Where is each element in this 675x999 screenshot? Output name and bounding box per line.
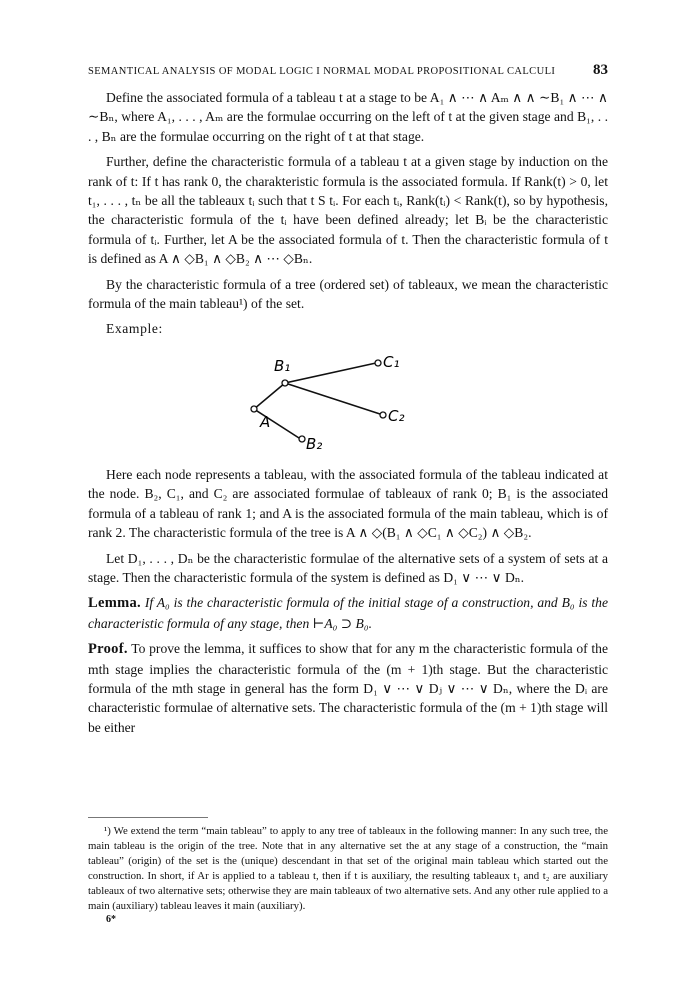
example-label: Example: [106,321,163,337]
footnote-1: ¹) We extend the term “main tableau” to apply to any tree of tableaux in the following manner: In any such tree, the main tableau is the origin of the tree. Note that in any alternative set the at any stage of a construction, the “main tableau” (origin) of the set is the (unique) descendant in that set of the original main tableau which started out the construction. In short, if Ar is applied to a tableau t, then if t is auxiliary, the resulting tableaux t₁ and t₂ are auxiliary tableaux of two alternative sets; otherwise they are main tableaux of two alternative sets. And any other rule applied to a main (auxiliary) tableau leaves it main (auxiliary). [88,825,608,912]
edge-b1-c2 [285,383,380,414]
paragraph-node-explanation: Here each node represents a tableau, with the associated formula of the tableau indicated at the node. B₂, C₁, and C₂ are associated formulae of tableaux of rank 0; B₁ is the associated formula of a tableau of rank 1; and A is the associated formula of the main tableau, which is of rank 2. The characteristic formula of the tree is A ∧ ◇(B₁ ∧ ◇C₁ ∧ ◇C₂) ∧ ◇B₂. [88,466,608,541]
lemma-statement: If A₀ is the characteristic formula of the initial stage of a construction, and B₀ is the characteristic formula of any stage, then ⊢A₀ ⊃ B₀. [88,595,608,631]
tableau-tree-diagram [88,345,608,465]
footnotes [88,824,608,914]
lemma [88,593,608,633]
page-number: 83 [593,62,608,78]
node-c1 [375,360,381,366]
node-b2 [299,436,305,442]
footnote-divider [88,817,208,818]
paragraph-tree-formula: By the characteristic formula of a tree (ordered set) of tableaux, we mean the characteristic formula of the main tableau¹) of the set. [88,276,608,312]
node-b1 [282,380,288,386]
lemma-heading: Lemma. [88,595,141,612]
proof-text: To prove the lemma, it suffices to show that for any m the characteristic formula of the mth stage implies the characteristic formula of the (m + 1)th stage. But the characteristic formula of the mth stage in general has the form D₁ ∨ ⋯ ∨ Dⱼ ∨ ⋯ ∨ Dₙ, where the Dᵢ are characteristic formulae of alternative sets. The characteristic formula of the (m + 1)th stage will be either [88,641,608,735]
node-a [251,406,257,412]
proof-heading: Proof. [88,641,128,658]
label-c1: C₁ [383,352,400,371]
label-b2: B₂ [306,434,323,453]
signature-mark: 6* [106,914,116,925]
running-head: SEMANTICAL ANALYSIS OF MODAL LOGIC I NORMAL MODAL PROPOSITIONAL CALCULI [88,66,556,77]
paragraph-associated-formula: Define the associated formula of a tableau t at a stage to be A₁ ∧ ⋯ ∧ Aₘ ∧ ∧ ∼B₁ ∧ ⋯ ∧ ∼Bₙ, where A₁, . . . , Aₘ are the formulae occurring on the left of t at the given stage and B₁, . . . , Bₙ are the formulae occurring on the right of t at that stage. [88,90,608,144]
label-c2: C₂ [388,406,405,425]
edge-b1-c1 [285,363,376,383]
proof [88,639,608,737]
page-header [88,62,608,79]
node-c2 [380,412,386,418]
paragraph-characteristic-formula: Further, define the characteristic formula of a tableau t at a given stage by induction on the rank of t: If t has rank 0, the charakteristic formula is the associated formula. If Rank(t) > 0, let t₁, . . . , tₙ be all the tableaux tᵢ such that t S tᵢ. For each tᵢ, Rank(tᵢ) < Rank(t), so by hypothesis, the characteristic formula of the tᵢ have been defined already; let Bᵢ be the characteristic formula of tᵢ. Further, let A be the associated formula of t. Then the characteristic formula of t is defined as A ∧ ◇B₁ ∧ ◇B₂ ∧ ⋯ ◇Bₙ. [88,154,608,267]
label-b1: B₁ [274,356,291,375]
label-a: A [260,412,271,431]
edge-a-b1 [254,383,285,409]
tree-svg [88,345,608,465]
paragraph-system-formula: Let D₁, . . . , Dₙ be the characteristic formulae of the alternative sets of a system of sets at a stage. Then the characteristic formula of the system is defined as D₁ ∨ ⋯ ∨ Dₙ. [88,550,608,585]
main-text [88,88,608,743]
